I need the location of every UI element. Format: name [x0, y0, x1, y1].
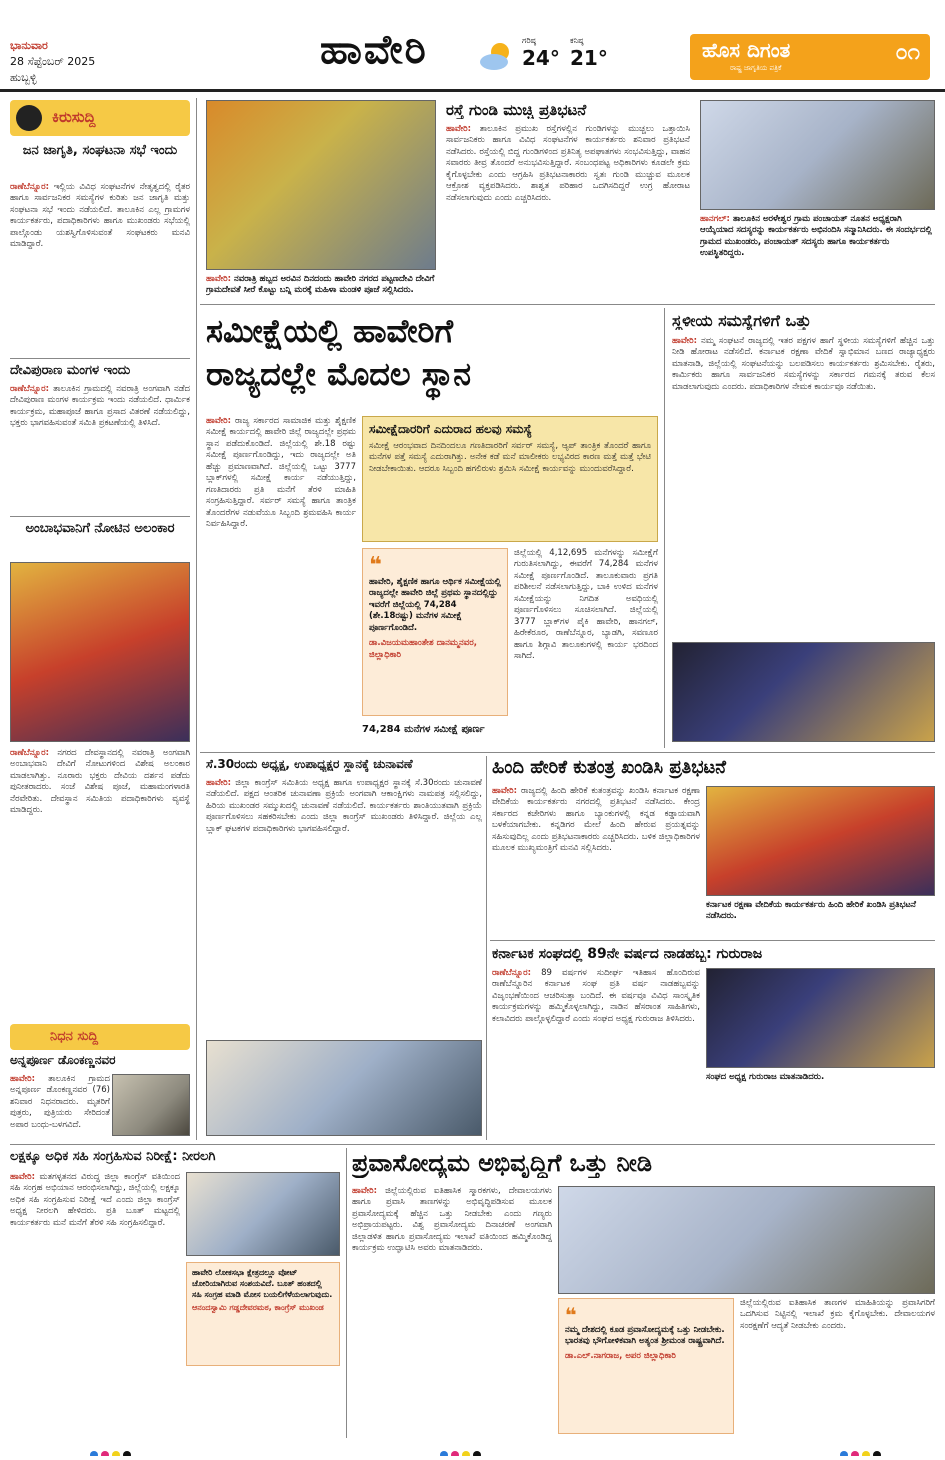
lead-body-col-1: [206, 416, 356, 746]
signature-drive-dateline: ಹಾವೇರಿ:: [10, 1172, 36, 1182]
weather-widget: [478, 34, 628, 78]
registration-dot: [473, 1451, 481, 1456]
brief-2-text: ತಾಲೂಕಿನ ಗ್ರಾಮದಲ್ಲಿ ನವರಾತ್ರಿ ಅಂಗವಾಗಿ ನಡೆದ ದೇವಿಪುರಾಣ ಮಂಗಳ ಕಾರ್ಯಕ್ರಮ ಇಂದು ನಡೆಯಲಿದೆ. ಧಾರ್ಮಿಕ ಕಾರ್ಯಕ್ರಮ, ಮಹಾಪೂಜೆ ಹಾಗೂ ಪ್ರಸಾದ ವಿತರಣೆ ನಡೆಯಲಿದ್ದು, ಭಕ್ತರು ಭಾಗವಹಿಸುವಂತೆ ಸಮಿತಿ ಪ್ರಕಟಣೆಯಲ್ಲಿ ತಿಳಿಸಿದೆ.: [10, 384, 190, 429]
registration-dot: [840, 1451, 848, 1456]
hindi-protest-title: ಹಿಂದಿ ಹೇರಿಕೆ ಕುತಂತ್ರ ಖಂಡಿಸಿ ಪ್ರತಿಭಟನೆ: [492, 758, 726, 778]
kirusuddi-banner: [10, 100, 190, 136]
election-text: ಜಿಲ್ಲಾ ಕಾಂಗ್ರೆಸ್ ಸಮಿತಿಯ ಅಧ್ಯಕ್ಷ ಹಾಗೂ ಉಪಾಧ್ಯಕ್ಷರ ಸ್ಥಾನಕ್ಕೆ ಸೆ.30ರಂದು ಚುನಾವಣೆ ನಡೆಯಲಿದೆ. ಪಕ್ಷದ ಆಂತರಿಕ ಚುನಾವಣಾ ಪ್ರಕ್ರಿಯೆ ಅಂಗವಾಗಿ ಆಕಾಂಕ್ಷಿಗಳು ನಾಮಪತ್ರ ಸಲ್ಲಿಸಲಿದ್ದು, ಹಿರಿಯ ಮುಖಂಡರ ಸಮ್ಮುಖದಲ್ಲಿ ಚುನಾವಣೆ ನಡೆಯಲಿದೆ. ಕಾರ್ಯಕರ್ತರು ಶಾಂತಿಯುತವಾಗಿ ಪ್ರಕ್ರಿಯೆ ಪೂರ್ಣಗೊಳಿಸಲು ಸಹಕರಿಸಬೇಕು ಎಂದು ಜಿಲ್ಲಾ ಕಾಂಗ್ರೆಸ್ ಮುಖಂಡರು ತಿಳಿಸಿದ್ದಾರೆ. ಜಿಲ್ಲೆಯ ಎಲ್ಲ ಬ್ಲಾಕ್ ಘಟಕಗಳ ಪದಾಧಿಕಾರಿಗಳು ಭಾಗವಹಿಸಲಿದ್ದಾರೆ.: [206, 778, 482, 834]
registration-dot: [851, 1451, 859, 1456]
navaratri-caption-text: ನವರಾತ್ರಿ ಹಬ್ಬದ ಅರವಿನ ದಿನದಂದು ಹಾವೇರಿ ನಗರದ ಪಟ್ಟಣದೇವಿ ದೇವಿಗೆ ಗ್ರಾಮದೇವತೆ ಸೀರೆ ಕೊಟ್ಟು ಬನ್ನಿ ಮರಕ್ಕೆ ಮಹಿಳಾ ಮಂಡಳಿ ಪೂಜೆ ಸಲ್ಲಿಸಿದರು.: [206, 274, 435, 296]
nidhana-banner: [10, 1024, 190, 1050]
max-temp-label: ಗರಿಷ್ಠ: [522, 36, 536, 45]
obituary-name: ಅನ್ನಪೂರ್ಣ ಡೊಂಕಣ್ಣನವರ: [10, 1054, 116, 1067]
survey-issues-body: ಸಮೀಕ್ಷೆ ಆರಂಭವಾದ ದಿನದಿಂದಲೂ ಗಣತಿದಾರರಿಗೆ ಸರ್ವರ್ ಸಮಸ್ಯೆ, ಆ್ಯಪ್ ತಾಂತ್ರಿಕ ತೊಂದರೆ ಹಾಗೂ ಮನೆಗಳ ಪತ್ತೆ ಸಮಸ್ಯೆ ಎದುರಾಗಿತ್ತು. ಅನೇಕ ಕಡೆ ಮನೆ ಮಾಲೀಕರು ಲಭ್ಯವಿರದ ಕಾರಣ ಮತ್ತೆ ಮತ್ತೆ ಭೇಟಿ ನೀಡಬೇಕಾಯಿತು. ಆದರೂ ಸಿಬ್ಬಂದಿ ಹಗಲಿರುಳು ಶ್ರಮಿಸಿ ಸಮೀಕ್ಷೆ ಕಾರ್ಯವನ್ನು ಮುಂದುವರೆಸಿದ್ದಾರೆ.: [369, 440, 651, 474]
brief-3-dateline: ರಾಣೆಬೆನ್ನೂರ:: [10, 748, 50, 758]
hindi-protest-caption: ಕರ್ನಾಟಕ ರಕ್ಷಣಾ ವೇದಿಕೆಯ ಕಾರ್ಯಕರ್ತರು ಹಿಂದಿ ಹೇರಿಕೆ ಖಂಡಿಸಿ ಪ್ರತಿಭಟನೆ ನಡೆಸಿದರು.: [706, 900, 916, 922]
masthead-day: ಭಾನುವಾರ: [10, 39, 48, 52]
registration-dot: [440, 1451, 448, 1456]
adc-quote-text: ನಮ್ಮ ದೇಶದಲ್ಲಿ ಕೂಡ ಪ್ರವಾಸೋದ್ಯಮಕ್ಕೆ ಒತ್ತು ನೀಡಬೇಕು. ಭಾರತವು ಭೌಗೋಳಿಕವಾಗಿ ಅತ್ಯಂತ ಶ್ರೀಮಂತ ರಾಷ್ಟ್ರವಾಗಿದೆ.: [565, 1325, 725, 1347]
sangha-body: [492, 968, 700, 1136]
registration-dot: [862, 1451, 870, 1456]
adc-quote-author: ಡಾ.ಎಲ್.ನಾಗರಾಜ, ಅಪರ ಜಿಲ್ಲಾಧಿಕಾರಿ: [565, 1350, 676, 1361]
election-dateline: ಹಾವೇರಿ:: [206, 778, 232, 788]
print-registration-dots: [90, 1444, 150, 1456]
anandaswamy-quote-author: ಆನಂದಸ್ವಾಮಿ ಗಡ್ಡದೇವರಮಠ, ಕಾಂಗ್ರೆಸ್ ಮುಖಂಡ: [192, 1303, 324, 1313]
quote-mark-icon: ❝: [565, 1303, 577, 1327]
registration-dot: [873, 1451, 881, 1456]
brief-2-body: [10, 384, 190, 512]
lead-headline: [206, 310, 658, 406]
road-protest-body: [446, 124, 690, 300]
brief-3-text: ನಗರದ ದೇವಸ್ಥಾನದಲ್ಲಿ ನವರಾತ್ರಿ ಅಂಗವಾಗಿ ಅಂಬಾಭವಾನಿ ದೇವಿಗೆ ನೋಟುಗಳಿಂದ ವಿಶೇಷ ಅಲಂಕಾರ ಮಾಡಲಾಗಿತ್ತು. ನೂರಾರು ಭಕ್ತರು ದೇವಿಯ ದರ್ಶನ ಪಡೆದು ಪುನೀತರಾದರು. ಸಂಜೆ ವಿಶೇಷ ಪೂಜೆ, ಮಹಾಮಂಗಳಾರತಿ ನೆರವೇರಿತು. ದೇವಸ್ಥಾನ ಸಮಿತಿಯ ಪದಾಧಿಕಾರಿಗಳು ವ್ಯವಸ್ಥೆ ಮಾಡಿದ್ದರು.: [10, 748, 190, 816]
road-protest-title: ರಸ್ತೆ ಗುಂಡಿ ಮುಚ್ಚಿ ಪ್ರತಿಭಟನೆ: [446, 102, 587, 119]
registration-dot: [112, 1451, 120, 1456]
hindi-protest-dateline: ಹಾವೇರಿ:: [492, 786, 518, 796]
nidhana-label: ನಿಧನ ಸುದ್ದಿ: [50, 1029, 98, 1044]
local-issues-title: ಸ್ಥಳೀಯ ಸಮಸ್ಯೆಗಳಿಗೆ ಒತ್ತು: [672, 312, 812, 330]
brief-1-dateline: ರಾಣೆಬೆನ್ನೂರ:: [10, 182, 50, 192]
tourism-text: ಜಿಲ್ಲೆಯಲ್ಲಿರುವ ಐತಿಹಾಸಿಕ ಸ್ಮಾರಕಗಳು, ದೇವಾಲಯಗಳು ಹಾಗೂ ಪ್ರವಾಸಿ ತಾಣಗಳನ್ನು ಅಭಿವೃದ್ಧಿಪಡಿಸುವ ಮೂಲಕ ಪ್ರವಾಸೋದ್ಯಮಕ್ಕೆ ಹೆಚ್ಚಿನ ಒತ್ತು ನೀಡಬೇಕು ಎಂದು ಗಣ್ಯರು ಅಭಿಪ್ರಾಯಪಟ್ಟರು. ವಿಶ್ವ ಪ್ರವಾಸೋದ್ಯಮ ದಿನಾಚರಣೆ ಅಂಗವಾಗಿ ಜಿಲ್ಲಾಡಳಿತ ಹಾಗೂ ಪ್ರವಾಸೋದ್ಯಮ ಇಲಾಖೆ ವತಿಯಿಂದ ಹಮ್ಮಿಕೊಂಡಿದ್ದ ಕಾರ್ಯಕ್ರಮ ಉದ್ಘಾಟಿಸಿ ಅವರು ಮಾತನಾಡಿದರು.: [352, 1186, 552, 1254]
road-protest-dateline: ಹಾವೇರಿ:: [446, 124, 472, 134]
sangha-text: 89 ವರ್ಷಗಳ ಸುದೀರ್ಘ ಇತಿಹಾಸ ಹೊಂದಿರುವ ರಾಣೆಬೆನ್ನೂರಿನ ಕರ್ನಾಟಕ ಸಂಘ ಪ್ರತಿ ವರ್ಷ ನಾಡಹಬ್ಬವನ್ನು ವಿಜೃಂಭಣೆಯಿಂದ ಆಚರಿಸುತ್ತಾ ಬಂದಿದೆ. ಈ ವರ್ಷವೂ ವಿವಿಧ ಸಾಂಸ್ಕೃತಿಕ ಕಾರ್ಯಕ್ರಮಗಳನ್ನು ಹಮ್ಮಿಕೊಳ್ಳಲಾಗಿದ್ದು, ನಾಡಿನ ಹೆಸರಾಂತ ಸಾಹಿತಿಗಳು, ಕಲಾವಿದರು ಪಾಲ್ಗೊಳ್ಳಲಿದ್ದಾರೆ ಎಂದು ಸಂಘದ ಅಧ್ಯಕ್ಷ ಗುರುರಾಜ ತಿಳಿಸಿದರು.: [492, 968, 700, 1024]
dc-quote-box: [362, 548, 508, 716]
tourism-side-body: ಜಿಲ್ಲೆಯಲ್ಲಿರುವ ಐತಿಹಾಸಿಕ ತಾಣಗಳ ಮಾಹಿತಿಯನ್ನು ಪ್ರವಾಸಿಗರಿಗೆ ಒದಗಿಸುವ ನಿಟ್ಟಿನಲ್ಲಿ ಇಲಾಖೆ ಕ್ರಮ ಕೈಗೊಳ್ಳಬೇಕು. ದೇವಾಲಯಗಳ ಸಂರಕ್ಷಣೆಗೆ ಆದ್ಯತೆ ನೀಡಬೇಕು ಎಂದರು.: [740, 1298, 935, 1331]
page-number: ೦೧: [895, 40, 920, 65]
lead-body-1: ರಾಜ್ಯ ಸರ್ಕಾರದ ಸಾಮಾಜಿಕ ಮತ್ತು ಶೈಕ್ಷಣಿಕ ಸಮೀಕ್ಷೆ ಕಾರ್ಯದಲ್ಲಿ ಹಾವೇರಿ ಜಿಲ್ಲೆ ರಾಜ್ಯದಲ್ಲೇ ಪ್ರಥಮ ಸ್ಥಾನ ಪಡೆದುಕೊಂಡಿದೆ. ಜಿಲ್ಲೆಯಲ್ಲಿ ಶೇ.18 ರಷ್ಟು ಸಮೀಕ್ಷೆ ಪೂರ್ಣಗೊಂಡಿದ್ದು, ಇದು ರಾಜ್ಯದಲ್ಲೇ ಅತಿ ಹೆಚ್ಚು ಪ್ರಮಾಣವಾಗಿದೆ. ಜಿಲ್ಲೆಯಲ್ಲಿ ಒಟ್ಟು 3777 ಬ್ಲಾಕ್‌ಗಳಲ್ಲಿ ಸಮೀಕ್ಷೆ ಕಾರ್ಯ ನಡೆಯುತ್ತಿದ್ದು, ಗಣತಿದಾರರು ಪ್ರತಿ ಮನೆಗೆ ತೆರಳಿ ಮಾಹಿತಿ ಸಂಗ್ರಹಿಸುತ್ತಿದ್ದಾರೆ. ಸರ್ವರ್ ಸಮಸ್ಯೆ ಹಾಗೂ ತಾಂತ್ರಿಕ ತೊಂದರೆಗಳ ನಡುವೆಯೂ ಸಿಬ್ಬಂದಿ ಶ್ರಮವಹಿಸಿ ಕಾರ್ಯ ನಿರ್ವಹಿಸಿದ್ದಾರೆ.: [206, 416, 356, 530]
local-issues-body: [672, 336, 935, 636]
brief-3-title: ಅಂಬಾಭವಾನಿಗೆ ನೋಟಿನ ಅಲಂಕಾರ: [25, 522, 175, 536]
dc-quote-text: ಹಾವೇರಿ, ಶೈಕ್ಷಣಿಕ ಹಾಗೂ ಆರ್ಥಿಕ ಸಮೀಕ್ಷೆಯಲ್ಲಿ ರಾಜ್ಯದಲ್ಲೇ ಹಾವೇರಿ ಜಿಲ್ಲೆ ಪ್ರಥಮ ಸ್ಥಾನದಲ್ಲಿದ್ದು ಇವರೆಗೆ ಜಿಲ್ಲೆಯಲ್ಲಿ 74,284 (ಶೇ.18ರಷ್ಟು) ಮನೆಗಳ ಸಮೀಕ್ಷೆ ಪೂರ್ಣಗೊಂಡಿದೆ.: [369, 577, 501, 633]
lead-body-col-3: ಜಿಲ್ಲೆಯಲ್ಲಿ 4,12,695 ಮನೆಗಳನ್ನು ಸಮೀಕ್ಷೆಗೆ ಗುರುತಿಸಲಾಗಿದ್ದು, ಈವರೆಗೆ 74,284 ಮನೆಗಳ ಸಮೀಕ್ಷೆ ಪೂರ್ಣಗೊಂಡಿದೆ. ತಾಲೂಕುವಾರು ಪ್ರಗತಿ ಪರಿಶೀಲನೆ ನಡೆಸಲಾಗುತ್ತಿದ್ದು, ಬಾಕಿ ಉಳಿದ ಮನೆಗಳ ಸಮೀಕ್ಷೆಯನ್ನು ನಿಗದಿತ ಅವಧಿಯಲ್ಲಿ ಪೂರ್ಣಗೊಳಿಸಲು ಸೂಚಿಸಲಾಗಿದೆ. ಜಿಲ್ಲೆಯಲ್ಲಿ 3777 ಬ್ಲಾಕ್‌ಗಳ ಪೈಕಿ ಹಾವೇರಿ, ಹಾನಗಲ್, ಹಿರೇಕೆರೂರ, ರಾಣೆಬೆನ್ನೂರ, ಬ್ಯಾಡಗಿ, ಸವಣೂರ ಹಾಗೂ ಶಿಗ್ಗಾವಿ ತಾಲೂಕುಗಳಲ್ಲಿ ಕಾರ್ಯ ಭರದಿಂದ ಸಾಗಿದೆ.: [514, 548, 658, 662]
masthead-title: ಹಾವೇರಿ: [320, 30, 428, 70]
panchayat-photo: [700, 100, 935, 210]
panchayat-caption-text: ತಾಲೂಕಿನ ಅರಳೇಶ್ವರ ಗ್ರಾಮ ಪಂಚಾಯತ್ ನೂತನ ಅಧ್ಯಕ್ಷರಾಗಿ ಆಯ್ಕೆಯಾದ ಸದಸ್ಯರನ್ನು ಕಾರ್ಯಕರ್ತರು ಅಭಿನಂದಿಸಿ ಸನ್ಮಾನಿಸಿದರು. ಈ ಸಂದರ್ಭದಲ್ಲಿ ಗ್ರಾಮದ ಮುಖಂಡರು, ಪಂಚಾಯತ್ ಸದಸ್ಯರು ಹಾಗೂ ಕಾರ್ಯಕರ್ತರು ಉಪಸ್ಥಿತರಿದ್ದರು.: [700, 214, 932, 259]
brief-2-dateline: ರಾಣೆಬೆನ್ನೂರ:: [10, 384, 50, 394]
dc-quote-author: ಡಾ.ವಿಜಯಮಹಾಂತೇಶ ದಾನಮ್ಮನವರ, ಜಿಲ್ಲಾಧಿಕಾರಿ: [369, 638, 477, 660]
panchayat-caption: [700, 214, 935, 302]
max-temp: 24°: [522, 46, 560, 70]
registration-dot: [451, 1451, 459, 1456]
adc-quote-box: [558, 1298, 734, 1434]
obituary-dateline: ಹಾವೇರಿ:: [10, 1074, 36, 1084]
survey-issues-title: ಸಮೀಕ್ಷೆದಾರರಿಗೆ ಎದುರಾದ ಹಲವು ಸಮಸ್ಯೆ: [369, 422, 532, 436]
min-temp-label: ಕನಿಷ್ಠ: [570, 36, 584, 45]
local-issues-photo: [672, 642, 935, 742]
sangha-caption: ಸಂಘದ ಅಧ್ಯಕ್ಷ ಗುರುರಾಜ ಮಾತನಾಡಿದರು.: [706, 1072, 825, 1082]
obituary-photo: [112, 1074, 190, 1136]
signature-drive-body: [10, 1172, 180, 1434]
navaratri-caption: [206, 274, 436, 302]
brief-1-text: ಇಲ್ಲಿಯ ವಿವಿಧ ಸಂಘಟನೆಗಳ ನೇತೃತ್ವದಲ್ಲಿ ರೈತರ ಹಾಗೂ ಸಾರ್ವಜನಿಕರ ಸಮಸ್ಯೆಗಳ ಕುರಿತು ಜನ ಜಾಗೃತಿ ಮತ್ತು ಸಂಘಟನಾ ಸಭೆ ಇಂದು ನಡೆಯಲಿದೆ. ತಾಲೂಕಿನ ಎಲ್ಲ ಗ್ರಾಮಗಳ ಕಾರ್ಯಕರ್ತರು, ಪದಾಧಿಕಾರಿಗಳು ಹಾಗೂ ಮುಖಂಡರು ಸಭೆಯಲ್ಲಿ ಪಾಲ್ಗೊಂಡು ಯಶಸ್ವಿಗೊಳಿಸುವಂತೆ ಸಂಘಟಕರು ಮನವಿ ಮಾಡಿದ್ದಾರೆ.: [10, 182, 190, 250]
print-registration-dots: [840, 1444, 900, 1456]
navaratri-caption-lead: ಹಾವೇರಿ:: [206, 274, 232, 284]
survey-issues-box: [362, 416, 658, 542]
min-temp: 21°: [570, 46, 608, 70]
anandaswamy-quote-box: [186, 1262, 340, 1366]
print-registration-dots: [440, 1444, 500, 1456]
road-protest-text: ತಾಲೂಕಿನ ಪ್ರಮುಖ ರಸ್ತೆಗಳಲ್ಲಿನ ಗುಂಡಿಗಳನ್ನು ಮುಚ್ಚಲು ಒತ್ತಾಯಿಸಿ ಸಾರ್ವಜನಿಕರು ಹಾಗೂ ವಿವಿಧ ಸಂಘಟನೆಗಳ ಕಾರ್ಯಕರ್ತರು ಶನಿವಾರ ಪ್ರತಿಭಟನೆ ನಡೆಸಿದರು. ರಸ್ತೆಯಲ್ಲಿ ಬಿದ್ದ ಗುಂಡಿಗಳಿಂದ ಪ್ರತಿನಿತ್ಯ ಅಪಘಾತಗಳು ಸಂಭವಿಸುತ್ತಿದ್ದು, ವಾಹನ ಸವಾರರು ತೀವ್ರ ತೊಂದರೆ ಅನುಭವಿಸುತ್ತಿದ್ದಾರೆ. ಸಂಬಂಧಪಟ್ಟ ಅಧಿಕಾರಿಗಳು ಕೂಡಲೇ ಕ್ರಮ ಕೈಗೊಳ್ಳಬೇಕು ಎಂದು ಆಗ್ರಹಿಸಿ ಪ್ರತಿಭಟನಾಕಾರರು ಸ್ವತಃ ಗುಂಡಿ ಮುಚ್ಚುವ ಮೂಲಕ ಆಕ್ರೋಶ ವ್ಯಕ್ತಪಡಿಸಿದರು. ಶಾಶ್ವತ ಪರಿಹಾರ ಒದಗಿಸದಿದ್ದರೆ ಉಗ್ರ ಹೋರಾಟ ನಡೆಸಲಾಗುವುದು ಎಂದು ಎಚ್ಚರಿಸಿದರು.: [446, 124, 690, 203]
brand-tagline: ರಾಷ್ಟ್ರ ಜಾಗೃತಿಯ ಪತ್ರಿಕೆ: [730, 64, 782, 72]
tourism-title: ಪ್ರವಾಸೋದ್ಯಮ ಅಭಿವೃದ್ಧಿಗೆ ಒತ್ತು ನೀಡಿ: [352, 1150, 652, 1177]
sangha-title: ಕರ್ನಾಟಕ ಸಂಘದಲ್ಲಿ 89ನೇ ವರ್ಷದ ನಾಡಹಬ್ಬ: ಗುರುರಾಜ: [492, 946, 763, 962]
brand-logo: [690, 34, 930, 80]
anandaswamy-quote-text: ಹಾವೇರಿ ಲೋಕಸಭಾ ಕ್ಷೇತ್ರದಲ್ಲೂ ವೋಟ್ ಚೋರಿಯಾಗಿರುವ ಸಂಶಯವಿದೆ. ಬೂತ್ ಹಂತದಲ್ಲಿ ಸಹಿ ಸಂಗ್ರಹ ಮಾಡಿ ಮೋಸ ಬಯಲಿಗೆಳೆಯಲಾಗುವುದು.: [192, 1268, 333, 1299]
kirusuddi-label: ಕಿರುಸುದ್ದಿ: [52, 108, 96, 126]
signature-drive-photo: [186, 1172, 340, 1256]
hindi-protest-photo: [706, 786, 935, 896]
hindi-protest-body: [492, 786, 700, 936]
hindi-protest-text: ರಾಜ್ಯದಲ್ಲಿ ಹಿಂದಿ ಹೇರಿಕೆ ಕುತಂತ್ರವನ್ನು ಖಂಡಿಸಿ ಕರ್ನಾಟಕ ರಕ್ಷಣಾ ವೇದಿಕೆಯ ಕಾರ್ಯಕರ್ತರು ನಗರದಲ್ಲಿ ಪ್ರತಿಭಟನೆ ನಡೆಸಿದರು. ಕೇಂದ್ರ ಸರ್ಕಾರದ ಕಚೇರಿಗಳು ಹಾಗೂ ಬ್ಯಾಂಕುಗಳಲ್ಲಿ ಕನ್ನಡ ಕಡ್ಡಾಯವಾಗಿ ಬಳಕೆಯಾಗಬೇಕು. ಕನ್ನಡಿಗರ ಮೇಲೆ ಹಿಂದಿ ಹೇರುವ ಪ್ರಯತ್ನವನ್ನು ಸಹಿಸುವುದಿಲ್ಲ ಎಂದು ಪ್ರತಿಭಟನಾಕಾರರು ಎಚ್ಚರಿಸಿದರು. ಬಳಿಕ ಜಿಲ್ಲಾಧಿಕಾರಿಗಳ ಮೂಲಕ ಮುಖ್ಯಮಂತ್ರಿಗೆ ಮನವಿ ಸಲ್ಲಿಸಿದರು.: [492, 786, 700, 854]
obituary-text: ತಾಲೂಕಿನ ಗ್ರಾಮದ ಅನ್ನಪೂರ್ಣ ಡೊಂಕಣ್ಣನವರ (76) ಶನಿವಾರ ನಿಧನರಾದರು. ಮೃತರಿಗೆ ಪುತ್ರರು, ಪುತ್ರಿಯರು ಸೇರಿದಂತೆ ಅಪಾರ ಬಂಧು-ಬಳಗವಿದೆ.: [10, 1074, 110, 1130]
quote-mark-icon: ❝: [369, 553, 382, 578]
lead-headline-line-2: ರಾಜ್ಯದಲ್ಲೇ ಮೊದಲ ಸ್ಥಾನ: [206, 355, 472, 394]
congress-meeting-photo: [206, 1040, 482, 1136]
signature-drive-text: ಮತಗಳ್ಳತನದ ವಿರುದ್ಧ ಜಿಲ್ಲಾ ಕಾಂಗ್ರೆಸ್ ವತಿಯಿಂದ ಸಹಿ ಸಂಗ್ರಹ ಅಭಿಯಾನ ಆರಂಭಿಸಲಾಗಿದ್ದು, ಜಿಲ್ಲೆಯಲ್ಲಿ ಲಕ್ಷಕ್ಕೂ ಅಧಿಕ ಸಹಿ ಸಂಗ್ರಹಿಸುವ ನಿರೀಕ್ಷೆ ಇದೆ ಎಂದು ಜಿಲ್ಲಾ ಕಾಂಗ್ರೆಸ್ ಅಧ್ಯಕ್ಷ ನೀರಲಗಿ ಹೇಳಿದರು. ಪ್ರತಿ ಬೂತ್ ಮಟ್ಟದಲ್ಲಿ ಕಾರ್ಯಕರ್ತರು ಮನೆ ಮನೆಗೆ ತೆರಳಿ ಸಹಿ ಸಂಗ್ರಹಿಸಲಿದ್ದಾರೆ.: [10, 1172, 180, 1228]
partly-cloudy-icon: [478, 40, 516, 72]
lead-dateline: ಹಾವೇರಿ:: [206, 416, 232, 426]
tourism-dateline: ಹಾವೇರಿ:: [352, 1186, 378, 1196]
registration-dot: [101, 1451, 109, 1456]
registration-dot: [123, 1451, 131, 1456]
lead-headline-line-1: ಸಮೀಕ್ಷೆಯಲ್ಲಿ ಹಾವೇರಿಗೆ: [206, 312, 454, 350]
brief-1-body: [10, 182, 190, 352]
megaphone-icon: [16, 105, 42, 131]
masthead-place: ಹುಬ್ಬಳ್ಳಿ: [10, 70, 37, 84]
brief-3-body: [10, 748, 190, 1018]
masthead-date: 28 ಸೆಪ್ಟೆಂಬರ್ 2025: [10, 54, 96, 68]
navaratri-photo: [206, 100, 436, 270]
brief-1-title: ಜನ ಜಾಗೃತಿ, ಸಂಘಟನಾ ಸಭೆ ಇಂದು: [22, 144, 178, 158]
obituary-body: [10, 1074, 110, 1138]
registration-dot: [90, 1451, 98, 1456]
sangha-dateline: ರಾಣೆಬೆನ್ನೂರ:: [492, 968, 532, 978]
election-title: ಸೆ.30ರಂದು ಅಧ್ಯಕ್ಷ, ಉಪಾಧ್ಯಕ್ಷರ ಸ್ಥಾನಕ್ಕೆ ಚುನಾವಣೆ: [206, 758, 413, 771]
masthead: [0, 0, 945, 92]
tourism-body: [352, 1186, 552, 1336]
sangha-photo: [706, 968, 935, 1068]
masthead-dateline: [10, 38, 210, 86]
local-issues-text: ನಮ್ಮ ಸಂಘಟನೆ ರಾಜ್ಯದಲ್ಲಿ ಇತರ ಪಕ್ಷಗಳ ಹಾಗೆ ಸ್ಥಳೀಯ ಸಮಸ್ಯೆಗಳಿಗೆ ಹೆಚ್ಚಿನ ಒತ್ತು ನೀಡಿ ಹೋರಾಟ ನಡೆಸಲಿದೆ. ಕರ್ನಾಟಕ ರಕ್ಷಣಾ ವೇದಿಕೆ ಸ್ವಾಭಿಮಾನ ಬಣದ ರಾಜ್ಯಾಧ್ಯಕ್ಷರು ಮಾತನಾಡಿ, ಜಿಲ್ಲೆಯಲ್ಲಿ ಸಂಘಟನೆಯನ್ನು ಬಲಪಡಿಸಲು ಕಾರ್ಯಕರ್ತರು ಶ್ರಮಿಸಬೇಕು. ರೈತರು, ಕಾರ್ಮಿಕರು ಹಾಗೂ ಸಾರ್ವಜನಿಕರ ಸಮಸ್ಯೆಗಳನ್ನು ಸರ್ಕಾರದ ಗಮನಕ್ಕೆ ತರುವ ಕೆಲಸ ಮಾಡಲಾಗುವುದು ಎಂದರು. ಪದಾಧಿಕಾರಿಗಳ ನೇಮಕ ಕಾರ್ಯವೂ ನಡೆಯಿತು.: [672, 336, 935, 392]
lead-stat: 74,284 ಮನೆಗಳ ಸಮೀಕ್ಷೆ ಪೂರ್ಣ: [362, 724, 485, 735]
election-body: [206, 778, 482, 1036]
goddess-photo: [10, 562, 190, 742]
signature-drive-title: ಲಕ್ಷಕ್ಕೂ ಅಧಿಕ ಸಹಿ ಸಂಗ್ರಹಿಸುವ ನಿರೀಕ್ಷೆ: ನೀರಲಗಿ: [10, 1150, 216, 1164]
brand-name: ಹೊಸ ದಿಗಂತ: [702, 38, 791, 62]
registration-dot: [462, 1451, 470, 1456]
local-issues-dateline: ಹಾವೇರಿ:: [672, 336, 698, 346]
panchayat-caption-lead: ಹಾನಗಲ್:: [700, 214, 730, 224]
tourism-photo: [558, 1186, 935, 1294]
brief-2-title: ದೇವಿಪುರಾಣ ಮಂಗಳ ಇಂದು: [10, 364, 131, 378]
